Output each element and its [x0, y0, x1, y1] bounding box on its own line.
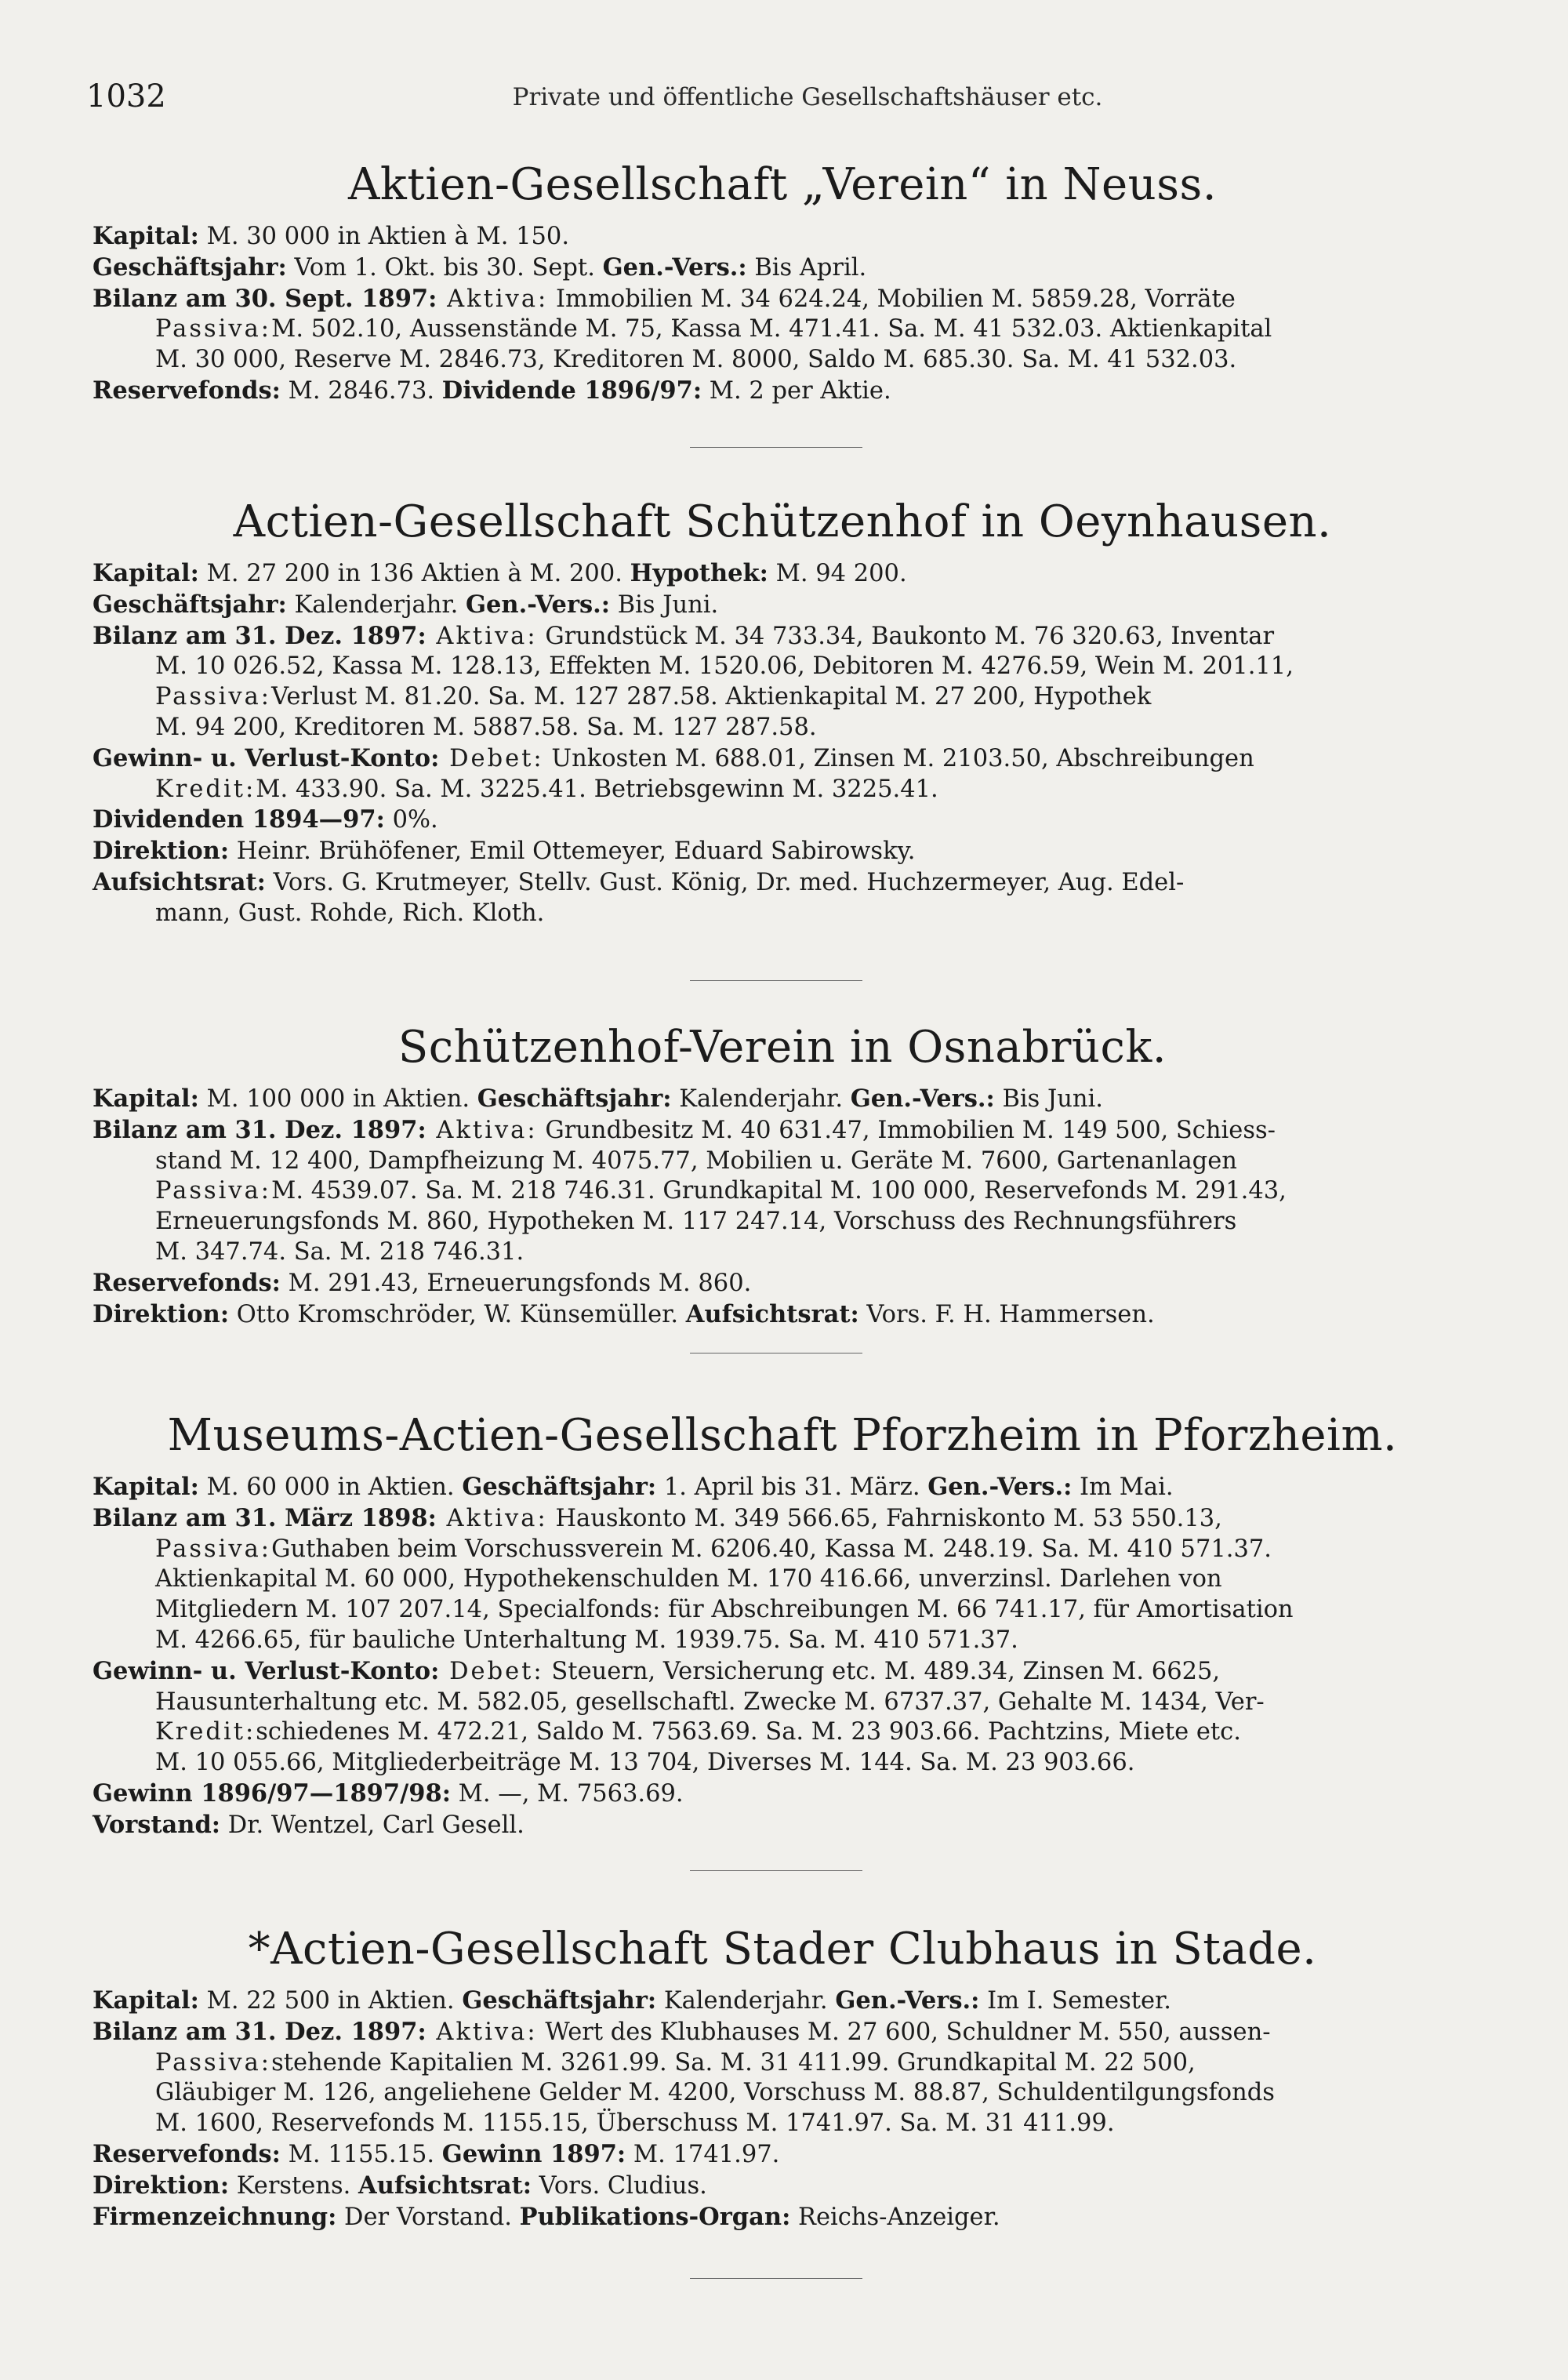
- account-side-label: Aktiva:: [426, 2018, 538, 2046]
- field-value: M. 94 200, Kreditoren M. 5887.58. Sa. M. 127 287.58.: [155, 713, 817, 741]
- entry-line: [93, 1986, 1472, 2017]
- company-entry-neuss: [93, 157, 1472, 407]
- field-label: Aufsichtsrat:: [358, 2171, 532, 2200]
- account-side-label: Kredit:: [155, 1718, 256, 1746]
- field-value: Hauskonto M. 349 566.65, Fahrniskonto M. 53 550.13,: [547, 1504, 1222, 1532]
- field-label: Bilanz am 31. Dez. 1897:: [93, 2017, 426, 2046]
- field-label: Dividenden 1894—97:: [93, 805, 385, 834]
- field-value: Kerstens.: [229, 2171, 359, 2200]
- entry-line: [93, 1717, 1472, 1748]
- field-value: Grundbesitz M. 40 631.47, Immobilien M. 149 500, Schiess-: [537, 1116, 1276, 1144]
- field-label: Gen.-Vers.:: [927, 1473, 1073, 1501]
- account-side-label: Passiva:: [155, 1535, 272, 1563]
- entry-line: [93, 284, 1472, 315]
- entry-line: [93, 1503, 1472, 1535]
- entry-line: [93, 805, 1472, 836]
- field-label: Bilanz am 30. Sept. 1897:: [93, 284, 437, 313]
- field-value: M. 2 per Aktie.: [702, 376, 891, 405]
- account-side-label: Passiva:: [155, 2048, 272, 2077]
- field-label: Dividende 1896/97:: [441, 376, 702, 405]
- entry-line: [93, 1268, 1472, 1299]
- account-side-label: Aktiva:: [437, 285, 549, 313]
- running-title: Private und öffentliche Gesellschaftshäuser etc.: [512, 83, 1103, 111]
- field-value: M. 10 055.66, Mitgliederbeiträge M. 13 704, Diverses M. 144. Sa. M. 23 903.66.: [155, 1749, 1135, 1777]
- entry-line: [93, 1207, 1472, 1237]
- field-value: stehende Kapitalien M. 3261.99. Sa. M. 31 411.99.: [271, 2048, 898, 2077]
- field-value: Aktienkapital: [1109, 315, 1272, 343]
- field-label: Kapital:: [93, 1986, 199, 2015]
- field-label: Kapital:: [93, 222, 199, 250]
- entry-line: [93, 1595, 1472, 1626]
- field-value: M. 2846.73.: [280, 376, 442, 405]
- field-value: Grundkapital M. 100 000, Reservefonds M. 291.43,: [662, 1177, 1287, 1205]
- field-value: Vors. F. H. Hammersen.: [858, 1300, 1155, 1328]
- field-value: M. —, M. 7563.69.: [450, 1779, 684, 1808]
- account-side-label: Passiva:: [155, 683, 272, 711]
- entry-line: [93, 1626, 1472, 1656]
- entry-line: [93, 590, 1472, 621]
- field-value: M. 94 200.: [768, 560, 907, 587]
- entry-line: [93, 1084, 1472, 1115]
- field-value: Im Mai.: [1072, 1473, 1174, 1501]
- field-value: Pachtzins, Miete etc.: [988, 1718, 1241, 1746]
- field-value: M. 30 000 in Aktien à M. 150.: [198, 223, 570, 250]
- field-value: Grundstück M. 34 733.34, Baukonto M. 76 320.63, Inventar: [537, 622, 1275, 650]
- field-label: Vorstand:: [93, 1810, 221, 1839]
- field-value: Verlust M. 81.20. Sa. M. 127 287.58.: [271, 683, 726, 711]
- field-value: Vors. G. Krutmeyer, Stellv. Gust. König, Dr. med. Huchzermeyer, Aug. Edel-: [265, 868, 1185, 896]
- field-value: Kalenderjahr.: [656, 1987, 836, 2015]
- section-separator: [690, 1353, 862, 1354]
- entry-line: [93, 1748, 1472, 1779]
- field-value: Kalenderjahr.: [286, 590, 466, 619]
- field-label: Reservefonds:: [93, 1268, 281, 1297]
- section-separator: [690, 447, 862, 448]
- entry-text: [93, 221, 1472, 407]
- field-label: Bilanz am 31. März 1898:: [93, 1503, 437, 1532]
- field-value: Wert des Klubhauses M. 27 600, Schuldner M. 550, aussen-: [537, 2018, 1271, 2046]
- field-value: Otto Kromschröder, W. Künsemüller.: [229, 1300, 686, 1328]
- field-value: M. 1741.97.: [626, 2140, 780, 2168]
- field-value: Grundkapital M. 22 500,: [897, 2048, 1196, 2077]
- field-label: Gewinn 1897:: [441, 2139, 626, 2168]
- company-entry-stade: [93, 1921, 1472, 2233]
- entry-line: [93, 1115, 1472, 1146]
- account-side-label: Kredit:: [155, 775, 256, 803]
- section-separator: [690, 1870, 862, 1871]
- field-value: M. 4539.07. Sa. M. 218 746.31.: [271, 1177, 663, 1205]
- field-label: Direktion:: [93, 1299, 230, 1328]
- field-value: Im I. Semester.: [979, 1987, 1171, 2015]
- field-label: Geschäftsjahr:: [93, 253, 287, 282]
- entry-line: [93, 1564, 1472, 1595]
- field-value: M. 1600, Reservefonds M. 1155.15, Überschuss M. 1741.97. Sa. M. 31 411.99.: [155, 2109, 1115, 2138]
- field-label: Direktion:: [93, 837, 230, 866]
- entry-line: [93, 743, 1472, 775]
- field-label: Gewinn- u. Verlust-Konto:: [93, 1656, 440, 1685]
- entry-line: [93, 221, 1472, 253]
- page-number: 1032: [86, 78, 166, 114]
- entry-line: [93, 2109, 1472, 2139]
- page-header: [86, 75, 1490, 125]
- entry-line: [93, 376, 1472, 407]
- field-label: Kapital:: [93, 1085, 199, 1113]
- field-value: Betriebsgewinn M. 3225.41.: [593, 775, 938, 803]
- entry-line: [93, 2048, 1472, 2079]
- entry-line: [93, 314, 1472, 345]
- field-label: Gen.-Vers.:: [835, 1986, 980, 2015]
- account-side-label: Passiva:: [155, 1177, 272, 1205]
- field-label: Gen.-Vers.:: [465, 590, 611, 619]
- field-label: Bilanz am 31. Dez. 1897:: [93, 1115, 426, 1144]
- entry-line: [93, 1688, 1472, 1718]
- field-value: M. 10 026.52, Kassa M. 128.13, Effekten M. 1520.06, Debitoren M. 4276.59, Wein M. 201.11,: [155, 652, 1294, 681]
- entry-line: [93, 2171, 1472, 2202]
- entry-text: [93, 558, 1472, 929]
- field-label: Geschäftsjahr:: [462, 1986, 657, 2015]
- entry-line: [93, 713, 1472, 743]
- field-value: M. 291.43, Erneuerungsfonds M. 860.: [280, 1269, 752, 1297]
- field-value: mann, Gust. Rohde, Rich. Kloth.: [155, 899, 545, 927]
- entry-text: [93, 1472, 1472, 1841]
- company-title: Schützenhof-Verein in Osnabrück.: [397, 1022, 1167, 1073]
- entry-line: [93, 621, 1472, 652]
- entry-line: [93, 1810, 1472, 1841]
- entry-line: [93, 2139, 1472, 2171]
- field-value: Mitgliedern M. 107 207.14, Specialfonds: für Abschreibungen M. 66 741.17, für Amortisation: [155, 1596, 1294, 1624]
- account-side-label: Debet:: [439, 744, 544, 772]
- field-value: stand M. 12 400, Dampfheizung M. 4075.77, Mobilien u. Geräte M. 7600, Gartenanlagen: [155, 1146, 1237, 1175]
- field-label: Publikations-Organ:: [519, 2202, 791, 2231]
- field-value: M. 27 200 in 136 Aktien à M. 200.: [198, 560, 630, 587]
- field-label: Kapital:: [93, 1473, 199, 1501]
- field-label: Kapital:: [93, 559, 199, 587]
- field-value: M. 100 000 in Aktien.: [198, 1085, 477, 1113]
- field-label: Geschäftsjahr:: [477, 1085, 672, 1113]
- account-side-label: Aktiva:: [426, 1116, 538, 1144]
- field-value: Unkosten M. 688.01, Zinsen M. 2103.50, Abschreibungen: [543, 744, 1254, 772]
- entry-line: [93, 682, 1472, 713]
- entry-line: [93, 1176, 1472, 1207]
- field-value: Kalenderjahr.: [671, 1085, 851, 1113]
- field-value: Aktienkapital M. 27 200, Hypothek: [725, 683, 1152, 711]
- entry-line: [93, 253, 1472, 284]
- company-title: *Actien-Gesellschaft Stader Clubhaus in Stade.: [248, 1924, 1317, 1975]
- company-entry-osnabrueck: [93, 1019, 1472, 1330]
- field-value: M. 433.90. Sa. M. 3225.41.: [256, 775, 594, 803]
- field-label: Gen.-Vers.:: [850, 1085, 995, 1113]
- account-side-label: Debet:: [439, 1657, 544, 1685]
- entry-line: [93, 1535, 1472, 1565]
- field-label: Hypothek:: [630, 559, 768, 587]
- entry-line: [93, 775, 1472, 805]
- field-value: M. 347.74. Sa. M. 218 746.31.: [155, 1237, 524, 1266]
- field-label: Gewinn 1896/97—1897/98:: [93, 1779, 451, 1808]
- entry-text: [93, 1084, 1472, 1330]
- field-label: Reservefonds:: [93, 376, 281, 405]
- field-value: Aktienkapital M. 60 000, Hypothekenschulden M. 170 416.66, unverzinsl. Darlehen von: [155, 1565, 1222, 1593]
- field-label: Firmenzeichnung:: [93, 2202, 337, 2231]
- field-value: M. 22 500 in Aktien.: [198, 1987, 463, 2015]
- entry-line: [93, 1472, 1472, 1503]
- section-separator: [690, 980, 862, 981]
- field-label: Aufsichtsrat:: [93, 867, 266, 896]
- field-value: M. 4266.65, für bauliche Unterhaltung M. 1939.75. Sa. M. 410 571.37.: [155, 1626, 1018, 1654]
- entry-line: [93, 899, 1472, 929]
- account-side-label: Passiva:: [155, 315, 272, 343]
- field-value: 1. April bis 31. März.: [656, 1473, 928, 1501]
- entry-line: [93, 1237, 1472, 1268]
- field-value: Dr. Wentzel, Carl Gesell.: [220, 1811, 524, 1839]
- field-value: Gläubiger M. 126, angeliehene Gelder M. 4200, Vorschuss M. 88.87, Schuldentilgungsfonds: [155, 2079, 1275, 2107]
- field-value: Guthaben beim Vorschussverein M. 6206.40, Kassa M. 248.19. Sa. M. 410 571.37.: [271, 1535, 1272, 1563]
- field-label: Geschäftsjahr:: [462, 1473, 657, 1501]
- company-title: Museums-Actien-Gesellschaft Pforzheim in Pforzheim.: [167, 1410, 1398, 1461]
- field-value: Vors. Cludius.: [531, 2171, 707, 2200]
- field-value: M. 1155.15.: [280, 2140, 442, 2168]
- entry-text: [93, 1986, 1472, 2233]
- field-label: Reservefonds:: [93, 2139, 281, 2168]
- field-value: Erneuerungsfonds M. 860, Hypotheken M. 117 247.14, Vorschuss des Rechnungsführers: [155, 1208, 1237, 1236]
- field-label: Geschäftsjahr:: [93, 590, 287, 619]
- field-value: Reichs-Anzeiger.: [790, 2203, 1000, 2231]
- entry-line: [93, 2017, 1472, 2048]
- field-value: Heinr. Brühöfener, Emil Ottemeyer, Eduard Sabirowsky.: [229, 838, 916, 866]
- field-label: Gewinn- u. Verlust-Konto:: [93, 743, 440, 772]
- entry-line: [93, 558, 1472, 590]
- field-value: Bis April.: [746, 253, 867, 282]
- account-side-label: Aktiva:: [426, 622, 538, 650]
- entry-line: [93, 836, 1472, 867]
- company-title: Aktien-Gesellschaft „Verein“ in Neuss.: [347, 159, 1218, 210]
- entry-line: [93, 345, 1472, 376]
- field-value: Der Vorstand.: [336, 2203, 520, 2231]
- field-value: schiedenes M. 472.21, Saldo M. 7563.69. Sa. M. 23 903.66.: [256, 1718, 989, 1746]
- entry-line: [93, 2078, 1472, 2109]
- entry-line: [93, 1299, 1472, 1331]
- account-side-label: Aktiva:: [436, 1504, 548, 1532]
- field-label: Gen.-Vers.:: [602, 253, 747, 282]
- field-value: Bis Juni.: [994, 1085, 1103, 1113]
- entry-line: [93, 1779, 1472, 1810]
- company-title: Actien-Gesellschaft Schützenhof in Oeynhausen.: [233, 496, 1332, 547]
- field-value: M. 30 000, Reserve M. 2846.73, Kreditoren M. 8000, Saldo M. 685.30. Sa. M. 41 532.03.: [155, 346, 1237, 374]
- entry-line: [93, 2202, 1472, 2233]
- entry-line: [93, 1146, 1472, 1177]
- field-value: 0%.: [384, 806, 438, 834]
- company-entry-oeynhausen: [93, 494, 1472, 929]
- field-value: Hausunterhaltung etc. M. 582.05, gesellschaftl. Zwecke M. 6737.37, Gehalte M. 1434, Ver-: [155, 1688, 1265, 1716]
- field-value: Steuern, Versicherung etc. M. 489.34, Zinsen M. 6625,: [543, 1657, 1221, 1685]
- field-label: Bilanz am 31. Dez. 1897:: [93, 621, 426, 650]
- entry-line: [93, 867, 1472, 899]
- field-value: Vom 1. Okt. bis 30. Sept.: [286, 253, 603, 282]
- field-value: Immobilien M. 34 624.24, Mobilien M. 5859.28, Vorräte: [548, 285, 1236, 313]
- entry-line: [93, 1656, 1472, 1688]
- field-label: Direktion:: [93, 2171, 230, 2200]
- entry-line: [93, 652, 1472, 682]
- field-value: Bis Juni.: [610, 590, 719, 619]
- field-value: M. 60 000 in Aktien.: [198, 1473, 463, 1501]
- field-label: Aufsichtsrat:: [685, 1299, 859, 1328]
- section-separator: [690, 2278, 862, 2279]
- field-value: M. 502.10, Aussenstände M. 75, Kassa M. 471.41. Sa. M. 41 532.03.: [271, 315, 1110, 343]
- company-entry-pforzheim: [93, 1408, 1472, 1841]
